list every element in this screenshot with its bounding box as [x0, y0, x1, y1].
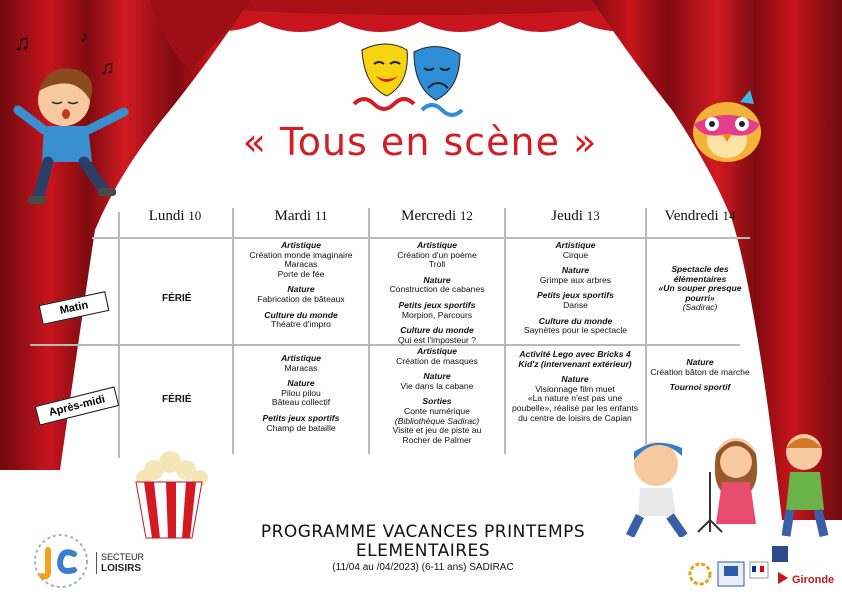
grid-col-4 [504, 208, 506, 454]
partner-logos [688, 544, 788, 590]
popcorn-icon [120, 448, 216, 540]
day-header-mardi: Mardi 11 [274, 208, 328, 224]
grid-col-1 [118, 212, 120, 458]
period-label-afternoon: Après-midi [35, 386, 119, 425]
cell-afternoon-jeudi: Activité Lego avec Bricks 4 Kid'z (intervenant extérieur) Nature Visionnage film muet «La nature n'est pas une poubelle», réalisé par les enfants du centre de loisirs de Capian [511, 349, 639, 423]
day-header-vendredi: Vendredi 14 [664, 208, 736, 224]
cell-afternoon-mercredi: Artistique Création de masques Nature Vie dans la cabane Sorties Conte numérique (Bibliothèque Sadirac) Visite et jeu de piste au Rocher de Palmer [392, 346, 482, 445]
singing-kids-illustration [610, 432, 842, 537]
gironde-label: Gironde [792, 574, 835, 586]
cell-afternoon-mardi: Artistique Maracas Nature Pilou pilou Bâteau collectif Petits jeux sportifs Champ de bataille [262, 353, 340, 433]
period-label-morning: Matin [39, 291, 110, 325]
page-title: « Tous en scène » [242, 120, 598, 164]
cell-morning-mardi: Artistique Création monde imaginaire Maracas Porte de fée Nature Fabrication de bâteaux Culture du monde Théatre d'impro [249, 240, 353, 330]
cell-morning-vendredi: Spectacle des élémentaires «Un souper presque pourri» (Sadirac) [658, 264, 742, 313]
svg-text:♫: ♫ [14, 30, 31, 55]
grid-col-5 [645, 208, 647, 454]
theatre-masks-icon [352, 38, 472, 118]
program-title-line1: PROGRAMME VACANCES PRINTEMPS [260, 522, 586, 542]
cell-morning-mercredi: Artistique Création d'un poème Troll Nature Construction de cabanes Petits jeux sportifs Morpion, Parcours Culture du monde Qui est l'imposteur ? [389, 240, 485, 345]
svg-text:♪: ♪ [80, 29, 88, 46]
cell-afternoon-vendredi: Nature Création bâton de marche Tournoi sportif [650, 357, 750, 393]
singing-boy-illustration [8, 22, 138, 212]
program-title-line2: ELEMENTAIRES [355, 541, 491, 561]
ferie-morning: FÉRIÉ [162, 293, 192, 304]
grid-col-3 [368, 208, 370, 454]
owl-mask-icon [682, 88, 772, 168]
secteur-loisirs-label: SECTEUR LOISIRS [96, 552, 144, 574]
day-header-mercredi: Mercredi 12 [401, 208, 473, 224]
day-header-lundi: Lundi 10 [148, 208, 202, 224]
gironde-logo-icon [776, 570, 790, 586]
grid-col-2 [232, 208, 234, 454]
program-dates: (11/04 au /04/2023) (6-11 ans) SADIRAC [332, 562, 514, 573]
svg-text:♫: ♫ [100, 57, 115, 79]
day-header-jeudi: Jeudi 13 [551, 208, 600, 224]
cell-morning-jeudi: Artistique Cirque Nature Grimpe aux arbres Petits jeux sportifs Danse Culture du monde Saynètes pour le spectacle [523, 240, 628, 336]
grid-line-header [92, 237, 750, 239]
ferie-afternoon: FÉRIÉ [162, 394, 192, 405]
loisirs-logo [30, 532, 92, 590]
